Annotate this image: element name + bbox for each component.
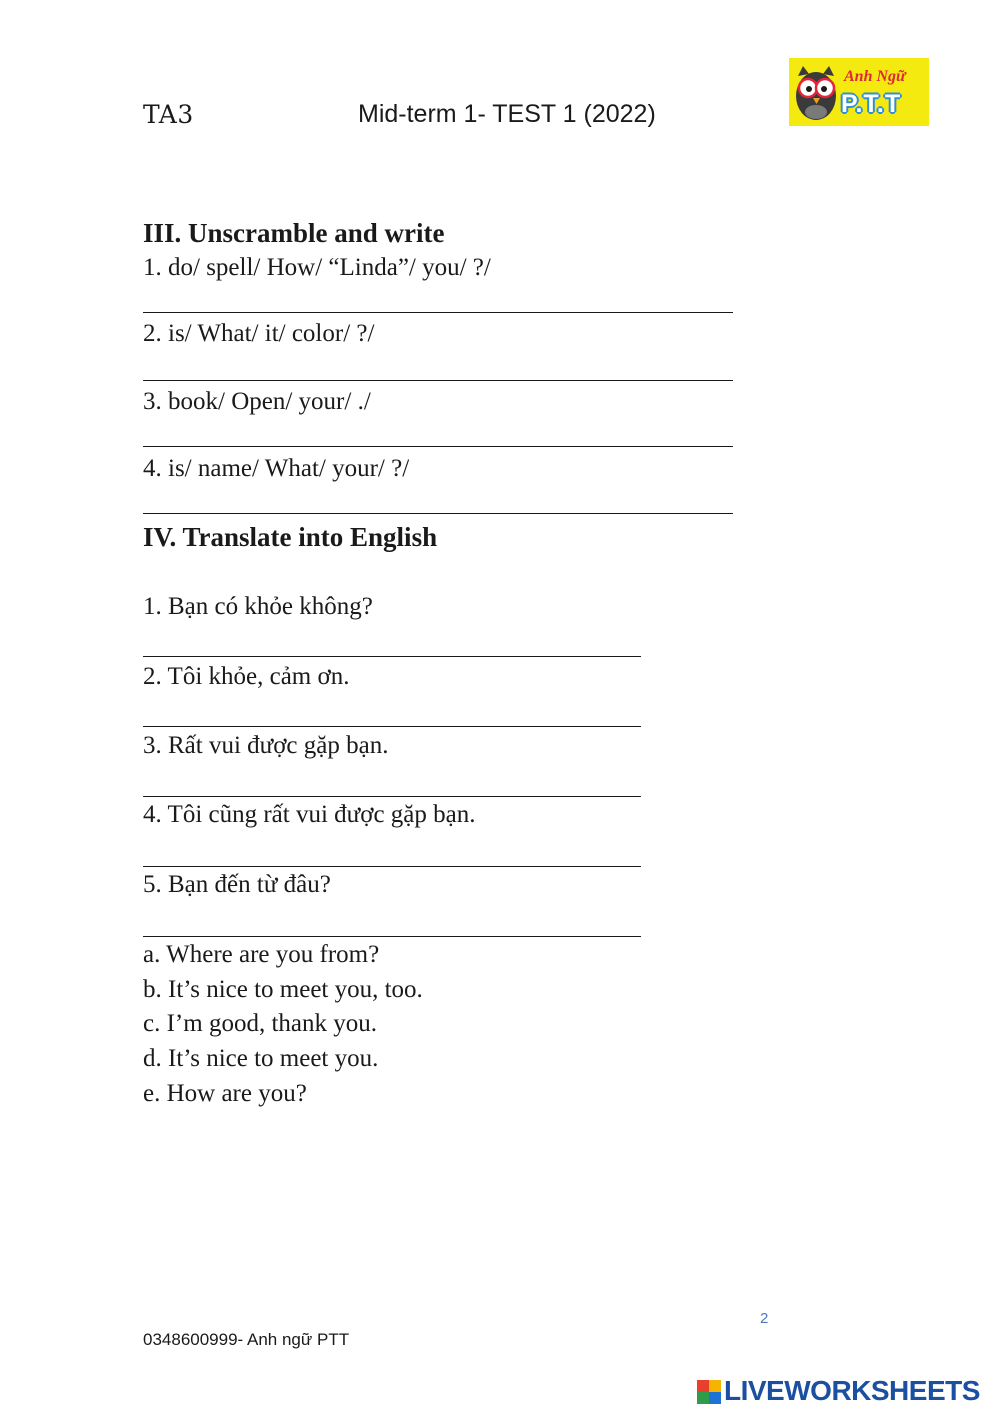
unscramble-item-1: 1. do/ spell/ How/ “Linda”/ you/ ?/ (143, 254, 491, 281)
ptt-logo (789, 58, 929, 126)
unscramble-item-3: 3. book/ Open/ your/ ./ (143, 388, 371, 415)
translate-item-5: 5. Bạn đến từ đâu? (143, 871, 331, 898)
section4-heading: IV. Translate into English (143, 522, 438, 552)
owl-icon (789, 58, 849, 126)
translate-item-4: 4. Tôi cũng rất vui được gặp bạn. (143, 801, 476, 828)
option-c: c. I’m good, thank you. (143, 1010, 377, 1037)
liveworksheets-text: LIVEWORKSHEETS (724, 1375, 980, 1406)
logo-bottom-text: P.T.T (841, 90, 902, 118)
translation-line-3[interactable] (143, 796, 641, 797)
page-title: Mid-term 1- TEST 1 (2022) (358, 100, 656, 128)
answer-line-1[interactable] (143, 312, 733, 313)
translation-line-1[interactable] (143, 656, 641, 657)
translate-item-2: 2. Tôi khỏe, cảm ơn. (143, 663, 350, 690)
page-number: 2 (760, 1310, 769, 1327)
unscramble-item-4: 4. is/ name/ What/ your/ ?/ (143, 455, 410, 482)
test-code: TA3 (143, 100, 194, 129)
translate-item-1: 1. Bạn có khỏe không? (143, 593, 373, 620)
translation-line-4[interactable] (143, 866, 641, 867)
section3-heading: III. Unscramble and write (143, 218, 445, 248)
footer-contact: 0348600999- Anh ngữ PTT (143, 1330, 350, 1349)
unscramble-item-2: 2. is/ What/ it/ color/ ?/ (143, 320, 375, 347)
liveworksheets-icon (697, 1380, 721, 1404)
option-e: e. How are you? (143, 1080, 307, 1107)
translate-item-3: 3. Rất vui được gặp bạn. (143, 732, 389, 759)
answer-line-2[interactable] (143, 380, 733, 381)
liveworksheets-logo[interactable] (697, 1375, 997, 1411)
answer-line-3[interactable] (143, 446, 733, 447)
option-d: d. It’s nice to meet you. (143, 1045, 379, 1072)
answer-line-4[interactable] (143, 513, 733, 514)
logo-top-text: Anh Ngữ (844, 68, 906, 85)
option-b: b. It’s nice to meet you, too. (143, 976, 423, 1003)
translation-line-2[interactable] (143, 726, 641, 727)
translation-line-5[interactable] (143, 936, 641, 937)
option-a: a. Where are you from? (143, 941, 380, 968)
